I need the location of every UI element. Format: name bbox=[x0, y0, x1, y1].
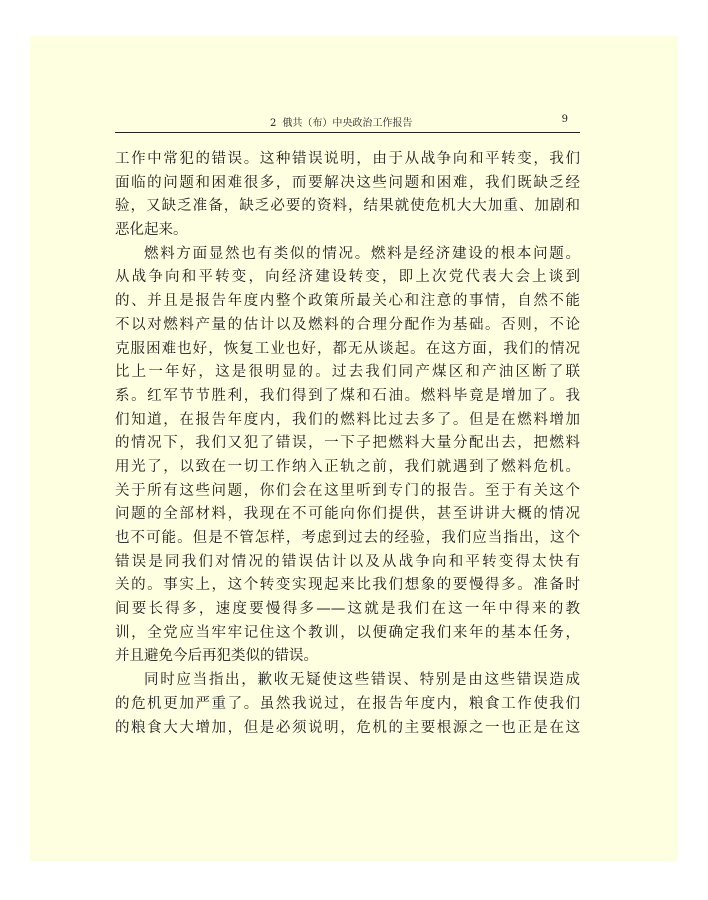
text-line: 关于所有这些问题，你们会在这里听到专门的报告。至于有关这个 bbox=[115, 482, 580, 499]
text-line: 克服困难也好，恢复工业也好，都无从谈起。在这方面，我们的情况 bbox=[115, 340, 580, 357]
text-line: 错误是同我们对情况的错误估计以及从战争向和平转变得太快有 bbox=[115, 553, 580, 570]
page-number: 9 bbox=[561, 114, 568, 125]
text-line: 的、并且是报告年度内整个政策所最关心和注意的事情，自然不能 bbox=[115, 293, 580, 310]
running-header bbox=[115, 112, 580, 133]
text-line: 们知道，在报告年度内，我们的燃料比过去多了。但是在燃料增加 bbox=[115, 411, 580, 428]
paragraph-start-line: 同时应当指出，歉收无疑使这些错误、特别是由这些错误造成 bbox=[144, 672, 580, 689]
chapter-title: 俄共（布）中央政治工作报告 bbox=[282, 118, 413, 129]
text-line: 比上一年好，这是很明显的。过去我们同产煤区和产油区断了联 bbox=[115, 364, 580, 381]
text-line: 从战争向和平转变，向经济建设转变，即上次党代表大会上谈到 bbox=[115, 269, 580, 286]
paragraph-end-line: 恶化起来。 bbox=[115, 222, 188, 239]
text-line: 系。红军节节胜利，我们得到了煤和石油。燃料毕竟是增加了。我 bbox=[115, 387, 580, 404]
paragraph-end-line: 并且避免今后再犯类似的错误。 bbox=[115, 648, 318, 665]
text-line: 验，又缺乏准备，缺乏必要的资料，结果就使危机大大加重、加剧和 bbox=[115, 198, 580, 215]
text-line: 的危机更加严重了。虽然我说过，在报告年度内，粮食工作使我们 bbox=[115, 695, 580, 712]
text-line: 间要长得多，速度要慢得多——这就是我们在这一年中得来的教 bbox=[115, 601, 580, 618]
chapter-heading bbox=[270, 114, 412, 129]
text-line: 关的。事实上，这个转变实现起来比我们想象的要慢得多。准备时 bbox=[115, 577, 580, 594]
text-line: 训，全党应当牢牢记住这个教训，以便确定我们来年的基本任务， bbox=[115, 624, 580, 641]
text-line: 用光了，以致在一切工作纳入正轨之前，我们就遇到了燃料危机。 bbox=[115, 458, 580, 475]
text-line: 的粮食大大增加，但是必须说明，危机的主要根源之一也正是在这 bbox=[115, 719, 580, 736]
text-line: 面临的问题和困难很多，而要解决这些问题和困难，我们既缺乏经 bbox=[115, 174, 580, 191]
chapter-number: 2 bbox=[270, 118, 277, 129]
text-line: 问题的全部材料，我现在不可能向你们提供，甚至讲讲大概的情况 bbox=[115, 506, 580, 523]
text-line: 不以对燃料产量的估计以及燃料的合理分配作为基础。否则，不论 bbox=[115, 316, 580, 333]
text-line: 也不可能。但是不管怎样，考虑到过去的经验，我们应当指出，这个 bbox=[115, 530, 580, 546]
text-line: 的情况下，我们又犯了错误，一下子把燃料大量分配出去，把燃料 bbox=[115, 435, 580, 452]
text-line: 工作中常犯的错误。这种错误说明，由于从战争向和平转变，我们 bbox=[115, 151, 580, 167]
body-text bbox=[115, 148, 580, 740]
paragraph-start-line: 燃料方面显然也有类似的情况。燃料是经济建设的根本问题。 bbox=[144, 245, 580, 262]
